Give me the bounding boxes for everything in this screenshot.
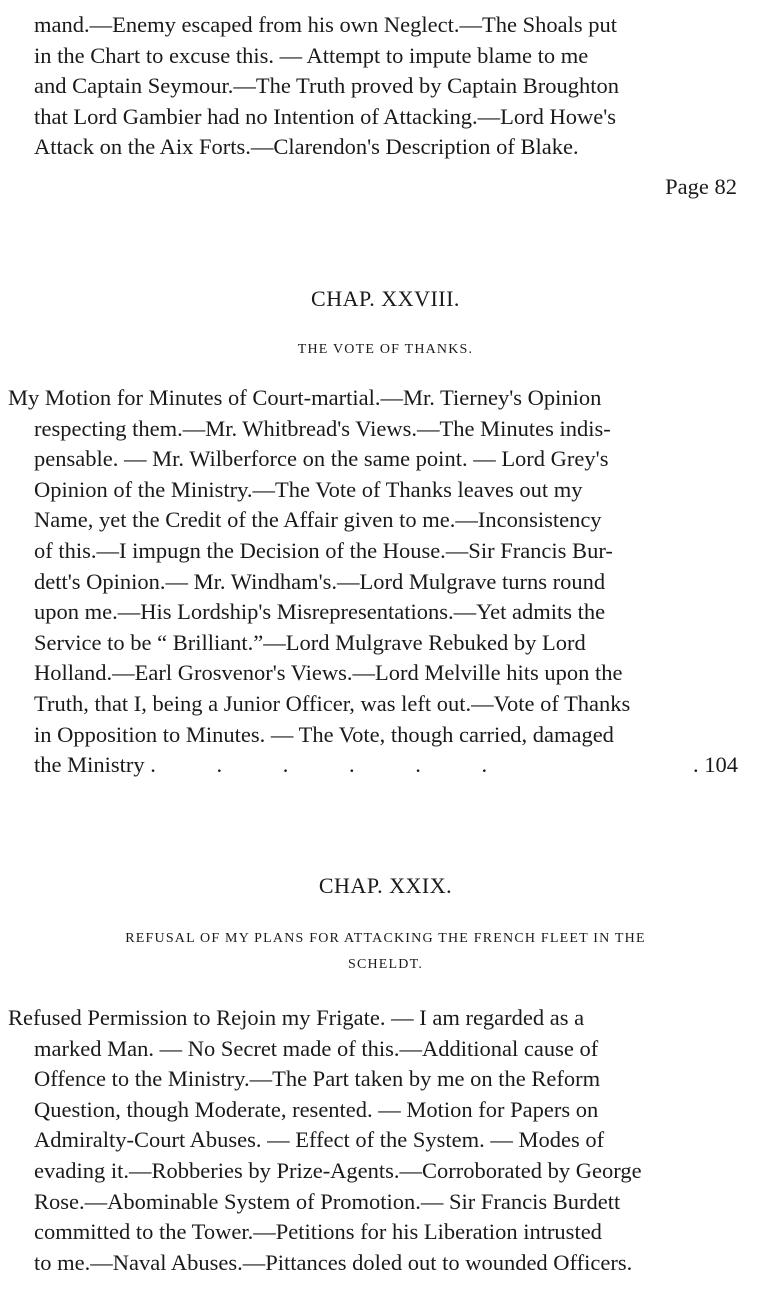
synopsis-line: Admiralty-Court Abuses. — Effect of the System. — Modes of: [34, 1127, 605, 1153]
synopsis-line: Offence to the Ministry.—The Part taken by me on the Reform: [34, 1066, 601, 1092]
synopsis-line: respecting them.—Mr. Whitbread's Views.—The Minutes indis-: [34, 415, 611, 441]
chapter-subtitle: [0, 926, 771, 978]
synopsis-line: in Opposition to Minutes. — The Vote, though carried, damaged: [34, 721, 614, 747]
continued-synopsis: [34, 10, 738, 163]
synopsis-line: Opinion of the Ministry.—The Vote of Thanks leaves out my: [34, 476, 583, 502]
synopsis-line: Holland.—Earl Grosvenor's Views.—Lord Melville hits upon the: [34, 660, 623, 686]
chapter-heading: CHAP. XXVIII.: [311, 286, 460, 311]
synopsis-line: committed to the Tower.—Petitions for his Liberation intrusted: [34, 1219, 602, 1245]
subtitle-line: REFUSAL OF MY PLANS FOR ATTACKING THE FRENCH FLEET IN THE: [125, 931, 646, 946]
synopsis-line: of this.—I impugn the Decision of the House.—Sir Francis Bur-: [34, 537, 613, 563]
synopsis-line: evading it.—Robberies by Prize-Agents.—Corroborated by George: [34, 1157, 642, 1183]
synopsis-line: Name, yet the Credit of the Affair given to me.—Inconsistency: [34, 507, 602, 533]
synopsis-line: upon me.—His Lordship's Misrepresentations.—Yet admits the: [34, 599, 606, 625]
synopsis-line: dett's Opinion.— Mr. Windham's.—Lord Mulgrave turns round: [34, 568, 606, 594]
chapter-subtitle: THE VOTE OF THANKS.: [297, 342, 474, 357]
synopsis-line: in the Chart to excuse this. — Attempt to impute blame to me: [34, 42, 589, 68]
page-number: . 104: [693, 752, 738, 778]
synopsis-line: Attack on the Aix Forts.—Clarendon's Description of Blake.: [34, 134, 579, 160]
synopsis-line: Refused Permission to Rejoin my Frigate. — I am regarded as a: [8, 1005, 585, 1030]
synopsis-line: Truth, that I, being a Junior Officer, was left out.—Vote of Thanks: [34, 690, 631, 716]
synopsis-line: that Lord Gambier had no Intention of Attacking.—Lord Howe's: [34, 103, 617, 129]
synopsis-last-line: [34, 750, 738, 781]
chapter-synopsis: [8, 383, 738, 781]
synopsis-line-text: the Ministry: [34, 752, 145, 778]
synopsis-line: mand.—Enemy escaped from his own Neglect.—The Shoals put: [34, 12, 617, 37]
synopsis-line: Service to be “ Brilliant.”—Lord Mulgrave Rebuked by Lord: [34, 629, 586, 655]
dot-leader: . . . . . .: [150, 752, 488, 778]
synopsis-line: My Motion for Minutes of Court-martial.—Mr. Tierney's Opinion: [8, 385, 602, 410]
chapter-heading: CHAP. XXIX.: [318, 873, 453, 898]
subtitle-line: SCHELDT.: [347, 957, 424, 972]
synopsis-line: Question, though Moderate, resented. — Motion for Papers on: [34, 1096, 599, 1122]
synopsis-line: Rose.—Abominable System of Promotion.— Sir Francis Burdett: [34, 1188, 621, 1214]
synopsis-line: and Captain Seymour.—The Truth proved by Captain Broughton: [34, 73, 619, 99]
synopsis-line: pensable. — Mr. Wilberforce on the same point. — Lord Grey's: [34, 446, 609, 472]
page-reference: Page 82: [665, 174, 737, 199]
chapter-synopsis: [8, 1003, 738, 1278]
synopsis-line: marked Man. — No Secret made of this.—Additional cause of: [34, 1035, 599, 1061]
synopsis-line: to me.—Naval Abuses.—Pittances doled out to wounded Officers.: [34, 1249, 633, 1275]
